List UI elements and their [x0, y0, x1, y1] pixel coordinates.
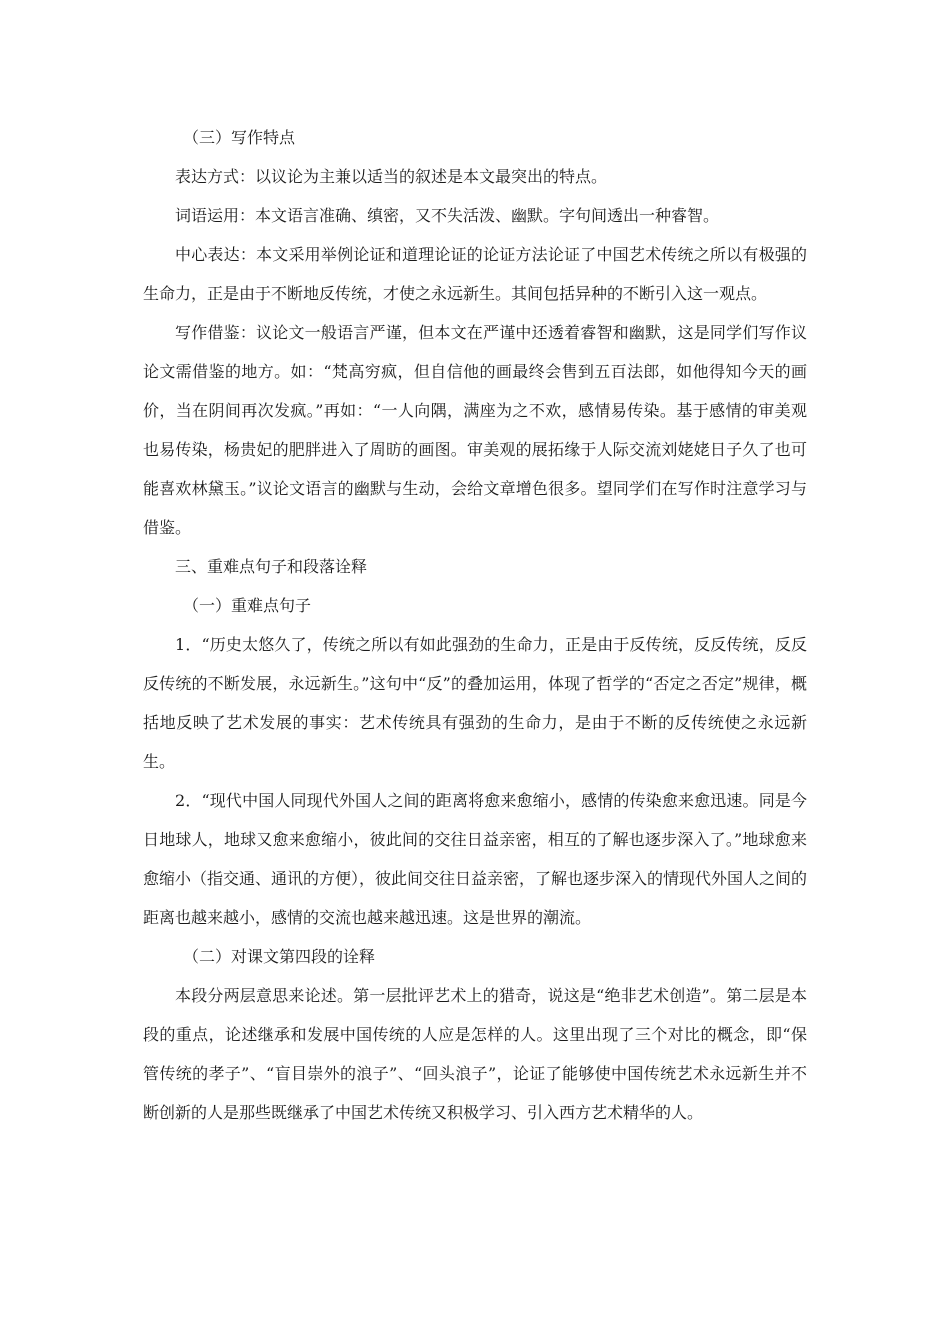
section-heading-writing-features: （三）写作特点: [183, 128, 296, 147]
section-heading-key-sentences-paragraphs: 三、重难点句子和段落诠释: [175, 557, 368, 576]
paragraph-writing-reference: 写作借鉴：议论文一般语言严谨，但本文在严谨中还透着睿智和幽默，这是同学们写作议论文需借鉴的地方。如：“梵高穷疯，但自信他的画最终会售到五百法郎，如他得知今天的画价，当在阴间再次发疯。”再如：“一人向隅，满座为之不欢，感情易传染。基于感情的审美观也易传染，杨贵妃的肥胖进入了周昉的画图。审美观的展拓缘于人际交流刘姥姥日子久了也可能喜欢林黛玉。”议论文语言的幽默与生动，会给文章增色很多。望同学们在写作时注意学习与借鉴。: [143, 323, 807, 537]
paragraph-central-expression: 中心表达：本文采用举例论证和道理论证的论证方法论证了中国艺术传统之所以有极强的生命力，正是由于不断地反传统，才使之永远新生。其间包括异种的不断引入这一观点。: [143, 245, 807, 303]
subsection-heading-key-sentences: （一）重难点句子: [183, 596, 312, 615]
paragraph-word-usage: 词语运用：本文语言准确、缜密，又不失活泼、幽默。字句间透出一种睿智。: [175, 206, 720, 225]
paragraph-fourth-paragraph-explanation: 本段分两层意思来论述。第一层批评艺术上的猎奇，说这是“绝非艺术创造”。第二层是本段的重点，论述继承和发展中国传统的人应是怎样的人。这里出现了三个对比的概念，即“保管传统的孝子”、“盲目崇外的浪子”、“回头浪子”，论证了能够使中国传统艺术永远新生并不断创新的人是那些既继承了中国艺术传统又积极学习、引入西方艺术精华的人。: [143, 986, 807, 1122]
paragraph-key-sentence-1: 1．“历史太悠久了，传统之所以有如此强劲的生命力，正是由于反传统，反反传统，反反反传统的不断发展，永远新生。”这句中“反”的叠加运用，体现了哲学的“否定之否定”规律，概括地反映了艺术发展的事实：艺术传统具有强劲的生命力，是由于不断的反传统使之永远新生。: [143, 635, 807, 771]
paragraph-key-sentence-2: 2．“现代中国人同现代外国人之间的距离将愈来愈缩小，感情的传染愈来愈迅速。同是今日地球人，地球又愈来愈缩小，彼此间的交往日益亲密，相互的了解也逐步深入了。”地球愈来愈缩小（指交通、通讯的方便），彼此间交往日益亲密，了解也逐步深入的情现代外国人之间的距离也越来越小，感情的交流也越来越迅速。这是世界的潮流。: [143, 791, 808, 927]
subsection-heading-fourth-paragraph: （二）对课文第四段的诠释: [183, 947, 376, 966]
paragraph-expression-method: 表达方式：以议论为主兼以适当的叙述是本文最突出的特点。: [175, 167, 608, 186]
document-body: [143, 118, 807, 1132]
